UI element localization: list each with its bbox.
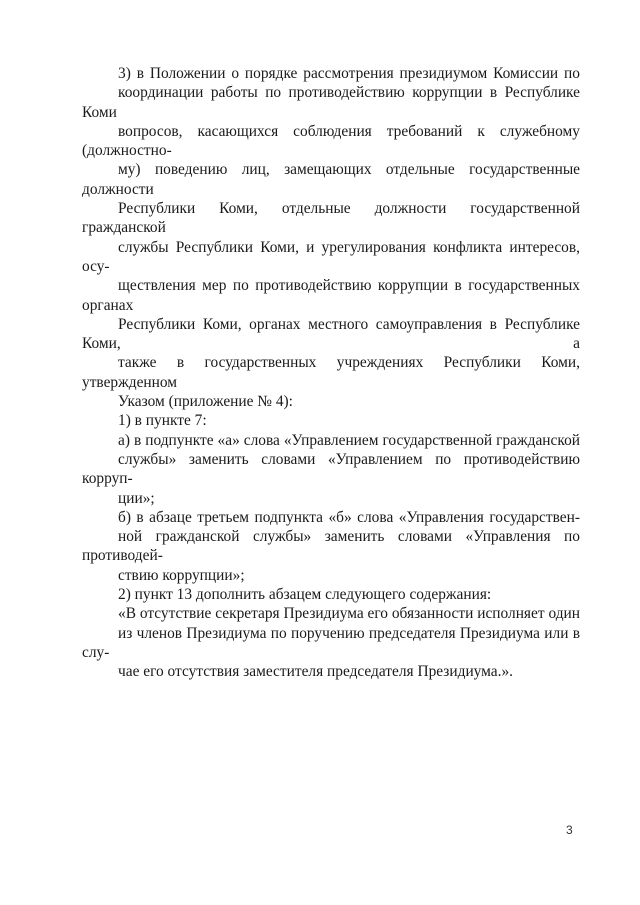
text-line: из членов Президиума по поручению председателя Президиума или в слу- [82, 624, 580, 661]
paragraph-subitem-b [82, 508, 580, 585]
text-line: вопросов, касающихся соблюдения требований к служебному (должностно- [82, 122, 580, 160]
text-line: ции»; [118, 489, 155, 507]
text-line: му) поведению лиц, замещающих отдельные государственные должности [82, 161, 580, 198]
document-body [82, 64, 580, 682]
page-number: 3 [566, 823, 573, 837]
text-line: службы» заменить словами «Управлением по противодействию корруп- [82, 450, 580, 488]
paragraph-quote [82, 604, 580, 681]
text-line: 1) в пункте 7: [118, 412, 207, 430]
text-line: б) в абзаце третьем подпункта «б» слова «Управления государствен- [118, 508, 580, 526]
paragraph-subitem-a [82, 431, 580, 508]
text-line: Республики Коми, органах местного самоуправления в Республике Коми, а [82, 315, 580, 353]
paragraph-item-3 [82, 64, 580, 411]
text-line: чае его отсутствия заместителя председателя Президиума.». [118, 663, 514, 681]
text-line: «В отсутствие секретаря Президиума его обязанности исполняет один [118, 605, 580, 623]
text-line: ществления мер по противодействию коррупции в государственных органах [82, 277, 580, 314]
paragraph-subitem-2 [82, 585, 580, 604]
text-line: а) в подпункте «а» слова «Управлением государственной гражданской [118, 431, 580, 449]
text-line: службы Республики Коми, и урегулирования конфликта интересов, осу- [82, 238, 580, 275]
text-line: также в государственных учреждениях Республики Коми, утвержденном [82, 354, 580, 391]
text-line: ствию коррупции»; [118, 566, 245, 584]
text-line: координации работы по противодействию коррупции в Республике Коми [82, 84, 580, 121]
text-line: 3) в Положении о порядке рассмотрения президиумом Комиссии по [118, 65, 580, 82]
paragraph-subitem-1 [82, 411, 580, 430]
text-line: ной гражданской службы» заменить словами «Управления по противодей- [82, 528, 580, 565]
text-line: Указом (приложение № 4): [118, 393, 293, 411]
text-line: Республики Коми, отдельные должности государственной гражданской [82, 200, 580, 237]
text-line: 2) пункт 13 дополнить абзацем следующего содержания: [118, 586, 492, 604]
